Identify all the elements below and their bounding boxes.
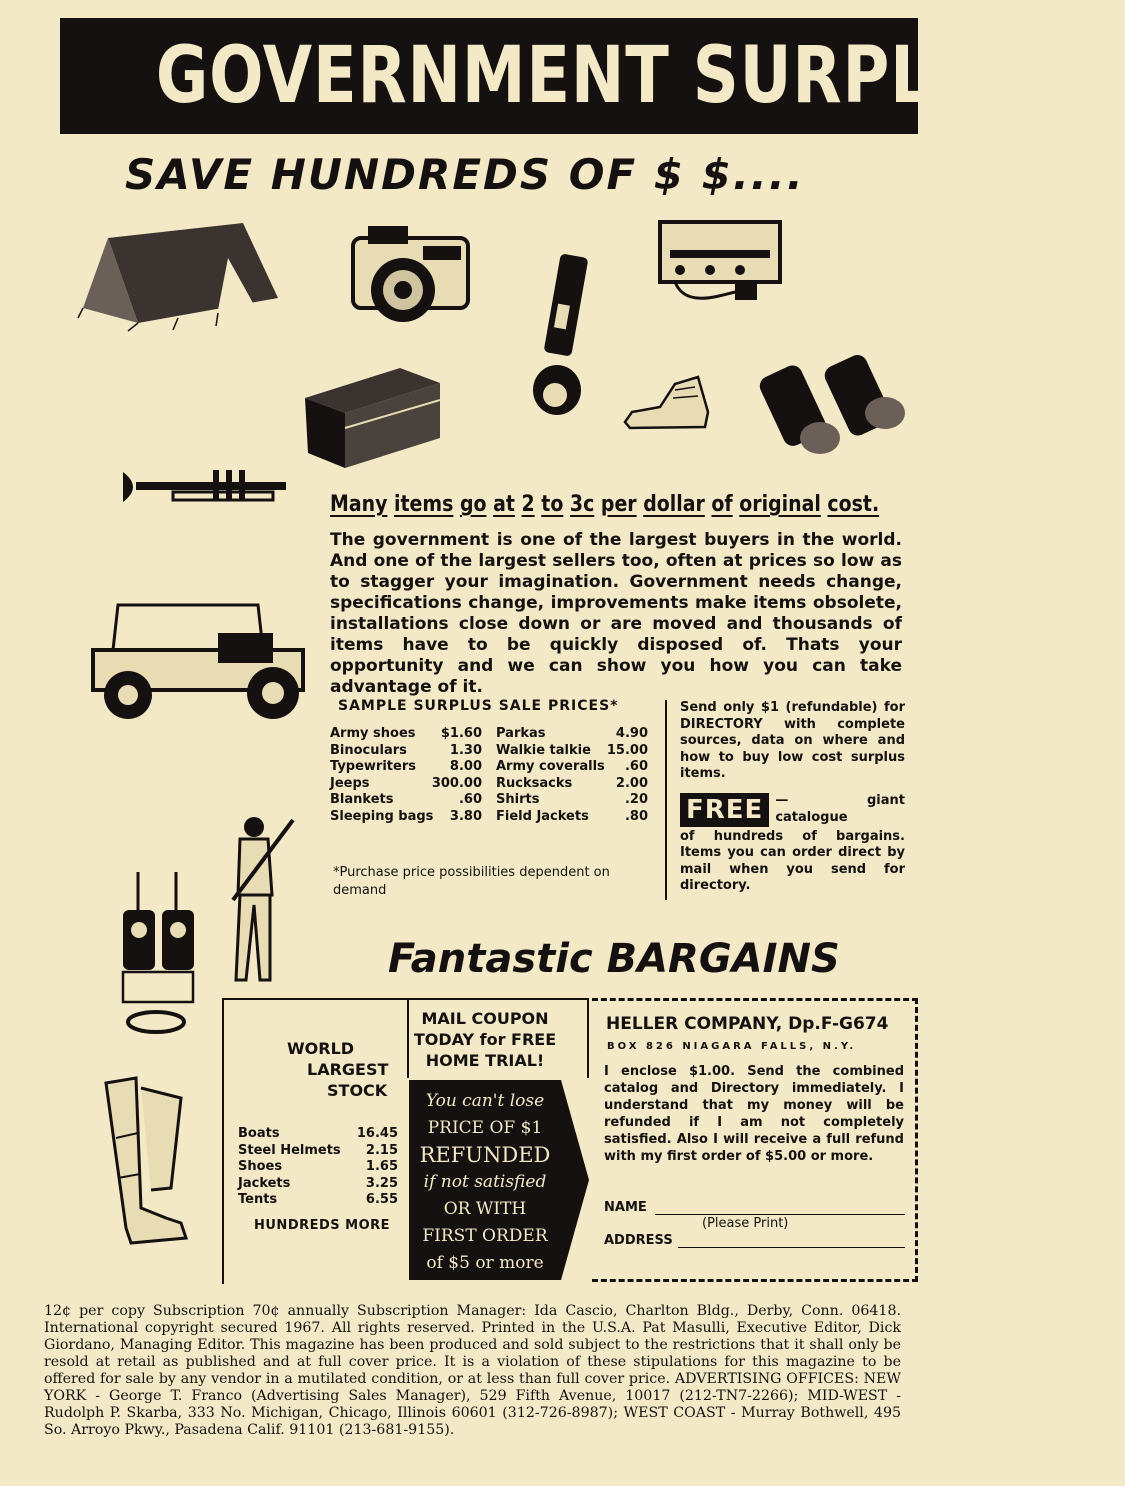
headline-word: items [394, 492, 454, 517]
headline-word: Many [330, 492, 388, 517]
price-row [330, 776, 482, 793]
price-value: 1.30 [449, 742, 482, 758]
refund-arrow-text [409, 1088, 561, 1277]
trumpet-illustration [118, 462, 293, 517]
company-address: BOX 826 NIAGARA FALLS, N.Y. [607, 1041, 857, 1052]
price-row [496, 743, 648, 760]
headline-word: to [541, 492, 564, 517]
price-item: Field Jackets [496, 808, 589, 824]
price-item: Parkas [496, 726, 546, 741]
stock-list [238, 1126, 398, 1209]
price-item: Blankets [330, 792, 394, 807]
price-row [496, 792, 648, 809]
price-column-2 [496, 726, 648, 825]
mail-line-1: MAIL COUPON [421, 1009, 549, 1028]
arrow-line-4: if not satisfied [423, 1172, 547, 1192]
price-value: .80 [624, 808, 648, 824]
headline-word: at [493, 492, 515, 517]
fantastic-bargains-heading: Fantastic BARGAINS [388, 936, 840, 982]
print-label: (Please Print) [702, 1216, 789, 1231]
price-value: 15.00 [606, 742, 648, 758]
free-text: — giant catalogue [775, 793, 905, 825]
stock-item: Boats [238, 1126, 280, 1141]
price-value: 3.80 [449, 808, 482, 824]
arrow-line-5: OR WITH [443, 1199, 527, 1219]
banner [60, 18, 1030, 134]
stock-item: Steel Helmets [238, 1142, 341, 1158]
stock-row [238, 1143, 398, 1160]
price-value: .60 [458, 792, 482, 807]
price-value: 8.00 [449, 759, 482, 774]
price-row [496, 809, 648, 826]
headline [330, 492, 910, 517]
price-row [496, 759, 648, 776]
headline-word: per [600, 492, 637, 517]
stock-price: 6.55 [365, 1192, 398, 1207]
hundreds-more: HUNDREDS MORE [254, 1218, 391, 1233]
directory-offer-text: Send only $1 (refundable) for DIRECTORY with complete sources, data on where and how to buy low cost surplus items. [680, 700, 905, 781]
body-copy: The government is one of the largest buyers in the world. And one of the largest sellers too, often at prices so low as to stagger your imagination. Government needs change, specifications change, improvements make items obsolete, installations close down or are moved and thousands of items have to be quickly disposed of. Thats your opportunity and we can show you how you can take advantage of it. [330, 530, 902, 697]
headline-word: original [739, 492, 821, 517]
world-line-3: STOCK [327, 1081, 388, 1100]
price-row [330, 792, 482, 809]
price-row [330, 726, 482, 743]
price-list [330, 698, 660, 825]
stock-row [238, 1159, 398, 1176]
world-line-1: WORLD [287, 1039, 355, 1058]
stock-item: Tents [238, 1192, 278, 1207]
price-row [330, 743, 482, 760]
price-item: Sleeping bags [330, 808, 434, 824]
price-row [496, 776, 648, 793]
price-item: Shirts [496, 792, 540, 807]
soldier-illustration [218, 815, 298, 985]
arrow-line-1: You can't lose [425, 1091, 545, 1111]
headline-word: of [711, 492, 733, 517]
free-description: of hundreds of bargains. Items you can order direct by mail when you send for directory. [680, 828, 905, 893]
headline-word: cost. [827, 492, 880, 517]
arrow-line-3: REFUNDED [419, 1143, 551, 1167]
stock-price: 1.65 [365, 1159, 398, 1174]
price-item: Army coveralls [496, 759, 605, 774]
binoculars-illustration [765, 348, 910, 463]
price-value: 2.00 [615, 775, 648, 791]
price-item: Rucksacks [496, 775, 573, 791]
radio-illustration [655, 212, 785, 312]
subhead: SAVE HUNDREDS OF $ $.... [125, 150, 805, 199]
fine-print: 12¢ per copy Subscription 70¢ annually Subscription Manager: Ida Cascio, Charlton Bldg., Derby, Conn. 06418. International copyright secured 1967. All rights reserved. Printed in the U.S.A. Pat Masulli, Executive Editor, Dick Giordano, Managing Editor. This magazine has been produced and sold subject to the restrictions that it shall only be resold at retail as published and at full cover price. It is a violation of these stipulations for this magazine to be offered for sale by any vendor in a mutilated condition, or at less than full cover price. ADVERTISING OFFICES: NEW YORK - George T. Franco (Advertising Sales Manager), 529 Fifth Avenue, 10017 (212-TN7-2266); MID-WEST - Rudolph P. Skarba, 333 No. Michigan, Chicago, Illinois 60601 (312-726-8987); WEST COAST - Murray Bothwell, 495 So. Arroyo Pkwy., Pasadena Calif. 91101 (213-681-9155). [44, 1303, 901, 1438]
headline-word: 3c [569, 492, 595, 517]
shoe-illustration [620, 372, 715, 434]
stock-item: Shoes [238, 1159, 283, 1174]
price-value: .20 [624, 792, 648, 807]
headline-word: 2 [521, 492, 535, 517]
price-item: Binoculars [330, 742, 407, 758]
price-value: $1.60 [440, 726, 482, 741]
address-field[interactable] [678, 1247, 905, 1248]
price-list-title: SAMPLE SURPLUS SALE PRICES* [338, 698, 619, 714]
name-label: NAME [604, 1200, 647, 1215]
flashlight-illustration [530, 250, 595, 420]
stock-row [238, 1192, 398, 1209]
tent-illustration [78, 218, 283, 333]
stock-price: 3.25 [365, 1175, 398, 1191]
price-value: 4.90 [615, 726, 648, 741]
name-field[interactable] [655, 1214, 905, 1215]
walkie-talkie-illustration [118, 872, 203, 1037]
directory-offer [680, 700, 905, 895]
price-row [330, 759, 482, 776]
footlocker-illustration [300, 358, 445, 473]
camera-illustration [348, 218, 473, 333]
stock-price: 2.15 [365, 1142, 398, 1158]
mail-line-2: TODAY for FREE [413, 1030, 557, 1049]
headline-word: dollar [643, 492, 705, 517]
mail-coupon-text [410, 1008, 560, 1071]
order-body: I enclose $1.00. Send the combined catalog and Directory immediately. I understand that my money will be refunded if I am not completely satisfied. Also I will receive a full refund with my first order of $5.00 or more. [604, 1064, 904, 1164]
price-item: Walkie talkie [496, 742, 591, 758]
price-item: Typewriters [330, 759, 416, 774]
arrow-line-7: of $5 or more [426, 1253, 544, 1273]
price-column-1 [330, 726, 482, 825]
address-label: ADDRESS [604, 1233, 673, 1248]
price-row [330, 809, 482, 826]
stock-item: Jackets [238, 1175, 291, 1191]
arrow-line-2: PRICE OF $1 [427, 1118, 543, 1138]
price-footnote: *Purchase price possibilities dependent on demand [333, 865, 610, 898]
headline-word: go [459, 492, 487, 517]
stock-row [238, 1176, 398, 1193]
stock-row [238, 1126, 398, 1143]
arrow-line-6: FIRST ORDER [422, 1226, 548, 1246]
world-line-2: LARGEST [307, 1060, 389, 1079]
price-item: Army shoes [330, 726, 416, 741]
mail-line-3: HOME TRIAL! [425, 1051, 545, 1070]
company-name: HELLER COMPANY, Dp.F-G674 [606, 1014, 889, 1034]
price-value: .60 [624, 759, 648, 774]
boots-illustration [96, 1078, 196, 1248]
jeep-illustration [88, 595, 308, 720]
free-badge: FREE [680, 793, 769, 827]
vertical-divider [665, 700, 667, 900]
price-row [496, 726, 648, 743]
banner-title: GOVERNMENT SURPLUS [155, 31, 1030, 121]
price-item: Jeeps [330, 775, 370, 791]
stock-price: 16.45 [356, 1126, 398, 1141]
price-value: 300.00 [431, 775, 482, 791]
world-stock-title [287, 1038, 388, 1101]
